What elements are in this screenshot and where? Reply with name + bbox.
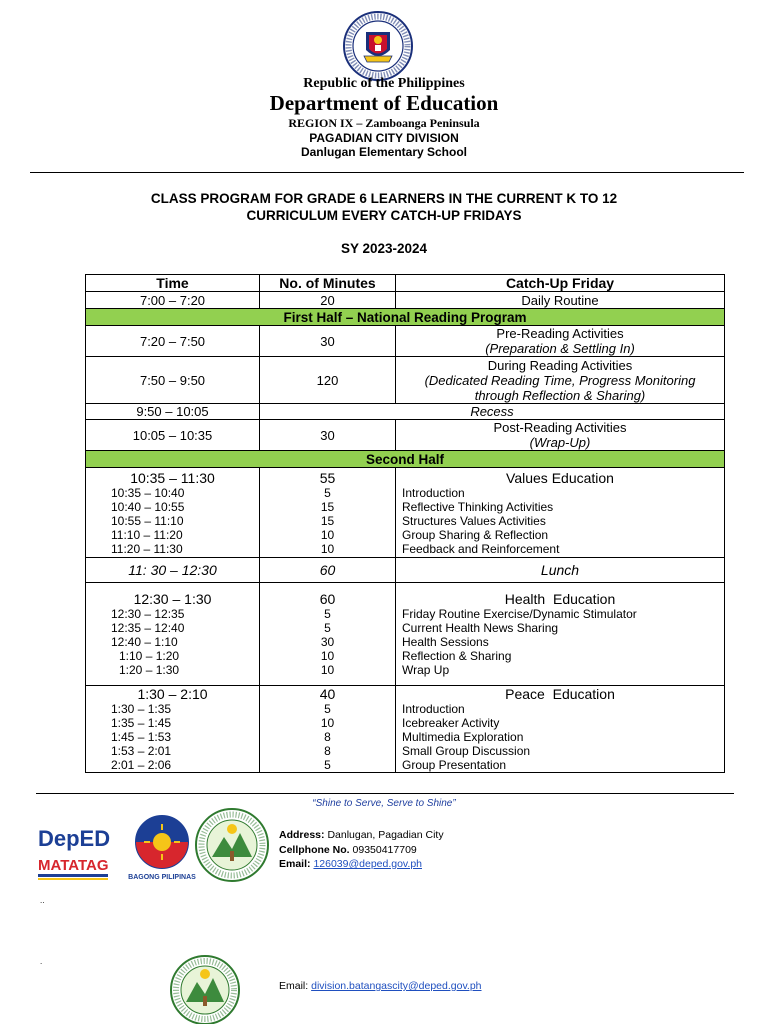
sub-time: 12:40 – 1:10	[111, 635, 178, 649]
table-row-health-education	[86, 583, 725, 686]
activity-cell	[396, 468, 725, 558]
minutes-cell	[260, 686, 396, 773]
block-time: 10:35 – 11:30	[130, 469, 215, 486]
block-time: 12:30 – 1:30	[133, 591, 212, 607]
sub-minutes: 5	[324, 607, 331, 621]
sub-activity: Health Sessions	[402, 635, 489, 649]
section-row-second-half	[86, 451, 725, 468]
deped-matatag-logo	[36, 822, 114, 884]
activity-cell	[396, 686, 725, 773]
table-row-peace-education	[86, 686, 725, 773]
activity-cell: Daily Routine	[396, 292, 725, 309]
sub-minutes: 10	[320, 527, 335, 542]
block-time: 1:30 – 2:10	[137, 686, 208, 702]
sub-minutes: 8	[324, 730, 331, 744]
school-heading: Danlugan Elementary School	[300, 145, 468, 159]
sub-activity: Structures Values Activities	[402, 513, 546, 528]
table-row	[86, 404, 725, 420]
school-motto: “Shine to Serve, Serve to Shine”	[312, 798, 456, 809]
minutes-cell: 20	[260, 292, 396, 309]
republic-heading: Republic of the Philippines	[303, 76, 465, 91]
bagong-pilipinas-text: BAGONG PILIPINAS	[128, 874, 196, 881]
sub-time: 12:35 – 12:40	[111, 621, 185, 635]
time-cell: 7:20 – 7:50	[86, 326, 260, 357]
sub-time: 10:35 – 10:40	[111, 485, 185, 500]
cellphone-label: Cellphone No.	[279, 844, 350, 856]
bagong-pilipinas-logo	[124, 812, 200, 884]
table-row	[86, 326, 725, 357]
table-row	[86, 357, 725, 404]
address-line	[279, 829, 444, 841]
class-program-table	[85, 274, 725, 773]
minutes-cell	[260, 468, 396, 558]
time-cell	[86, 468, 260, 558]
sub-minutes: 5	[324, 702, 331, 716]
deped-logo-text: DepED	[38, 826, 111, 851]
sub-activity: Current Health News Sharing	[402, 621, 559, 635]
sub-activity: Multimedia Exploration	[402, 730, 524, 744]
sub-time: 1:30 – 1:35	[111, 702, 172, 716]
sub-minutes: 5	[324, 485, 331, 500]
sub-minutes: 10	[320, 649, 335, 663]
sub-time: 1:10 – 1:20	[119, 649, 180, 663]
sub-time: 2:01 – 2:06	[111, 758, 172, 772]
sub-activity: Group Presentation	[402, 758, 507, 772]
sub-activity: Small Group Discussion	[402, 744, 531, 758]
sub-minutes: 10	[320, 541, 335, 556]
activity-label: During Reading Activities	[487, 357, 633, 373]
sub-activity: Feedback and Reinforcement	[402, 541, 560, 556]
sub-activity: Friday Routine Exercise/Dynamic Stimulator	[402, 607, 637, 621]
region-heading: REGION IX – Zamboanga Peninsula	[288, 116, 480, 130]
table-row	[86, 292, 725, 309]
cellphone-line	[279, 844, 417, 856]
division-email-link[interactable]: division.batangascity@deped.gov.ph	[311, 980, 482, 992]
minutes-cell: 30	[260, 420, 396, 451]
time-column-header: Time	[86, 275, 260, 292]
sub-time: 11:10 – 11:20	[111, 527, 183, 542]
minutes-cell: 120	[260, 357, 396, 404]
school-logo	[194, 807, 270, 883]
cellphone-value: 09350417709	[352, 844, 417, 856]
activity-cell: Lunch	[396, 558, 725, 583]
sub-time: 11:20 – 11:30	[111, 541, 183, 556]
block-activity: Peace Education	[505, 686, 615, 702]
time-cell: 7:50 – 9:50	[86, 357, 260, 404]
sub-time: 10:55 – 11:10	[111, 513, 184, 528]
document-title-line-2: CURRICULUM EVERY CATCH-UP FRIDAYS	[246, 208, 522, 223]
block-activity: Values Education	[506, 469, 614, 486]
division-heading: PAGADIAN CITY DIVISION	[309, 131, 459, 145]
sub-times	[86, 486, 259, 556]
header-divider	[30, 172, 744, 173]
time-cell	[86, 583, 260, 686]
sub-activity: Icebreaker Activity	[402, 716, 500, 730]
activity-label: Pre-Reading Activities	[496, 326, 624, 341]
address-value: Danlugan, Pagadian City	[327, 829, 444, 841]
activity-cell	[396, 583, 725, 686]
block-minutes: 55	[319, 469, 336, 486]
sub-minutes: 5	[324, 621, 331, 635]
activity-note: (Wrap-Up)	[529, 435, 591, 450]
document-title-line-1: CLASS PROGRAM FOR GRADE 6 LEARNERS IN THE CURRENT K TO 12	[150, 191, 618, 206]
time-cell: 7:00 – 7:20	[86, 292, 260, 309]
activity-note: through Reflection & Sharing)	[474, 387, 646, 403]
minutes-cell	[260, 583, 396, 686]
time-cell: 10:05 – 10:35	[86, 420, 260, 451]
section-label: Second Half	[86, 451, 725, 468]
sub-minutes: 15	[320, 513, 335, 528]
block-activity: Health Education	[504, 591, 616, 607]
sub-time: 10:40 – 10:55	[111, 499, 185, 514]
email-label: Email:	[279, 980, 309, 992]
sub-activity: Reflective Thinking Activities	[402, 499, 554, 514]
table-row	[86, 420, 725, 451]
sub-activity: Introduction	[402, 485, 465, 500]
division-email-line	[279, 980, 482, 992]
stray-mark: .	[40, 957, 43, 966]
sub-time: 1:20 – 1:30	[119, 663, 180, 677]
recess-cell: Recess	[260, 404, 725, 420]
activity-label: Post-Reading Activities	[493, 420, 627, 435]
minutes-column-header: No. of Minutes	[260, 275, 396, 292]
department-heading: Department of Education	[269, 91, 499, 115]
email-link[interactable]: 126039@deped.gov.ph	[313, 858, 422, 870]
sub-activity: Group Sharing & Reflection	[402, 527, 549, 542]
school-logo-bottom	[166, 952, 244, 1024]
sub-minutes: 8	[324, 744, 331, 758]
block-minutes: 60	[319, 591, 336, 607]
table-header-row	[86, 275, 725, 292]
sub-time: 1:45 – 1:53	[111, 730, 172, 744]
minutes-cell: 60	[260, 558, 396, 583]
block-minutes: 40	[319, 686, 336, 702]
time-cell	[86, 686, 260, 773]
section-label: First Half – National Reading Program	[86, 309, 725, 326]
sub-time: 12:30 – 12:35	[111, 607, 185, 621]
time-cell: 9:50 – 10:05	[86, 404, 260, 420]
sub-activity: Wrap Up	[402, 663, 450, 677]
activity-column-header: Catch-Up Friday	[396, 275, 725, 292]
footer-divider	[36, 793, 734, 794]
table-row-values-education	[86, 468, 725, 558]
time-cell: 11: 30 – 12:30	[86, 558, 260, 583]
sub-minutes: 10	[320, 663, 335, 677]
sub-minutes: 15	[320, 499, 335, 514]
sub-activity: Introduction	[402, 702, 465, 716]
address-label: Address:	[279, 829, 325, 841]
stray-mark: ..	[40, 896, 45, 905]
activity-cell	[396, 420, 725, 451]
sub-time: 1:53 – 2:01	[111, 744, 172, 758]
sub-minutes: 30	[320, 635, 335, 649]
activity-note: (Dedicated Reading Time, Progress Monitoring	[424, 372, 696, 388]
sub-minutes: 5	[324, 758, 331, 772]
sub-activity: Reflection & Sharing	[402, 649, 512, 663]
deped-seal-icon	[342, 10, 414, 82]
table-row-lunch	[86, 558, 725, 583]
sub-time: 1:35 – 1:45	[111, 716, 172, 730]
section-row-first-half	[86, 309, 725, 326]
email-line	[279, 858, 422, 870]
activity-note: (Preparation & Settling In)	[485, 341, 635, 356]
sub-minutes: 10	[320, 716, 335, 730]
activity-cell	[396, 326, 725, 357]
activity-cell	[396, 357, 725, 404]
matatag-logo-text: MATATAG	[38, 857, 109, 874]
school-year: SY 2023-2024	[340, 241, 428, 256]
email-label: Email:	[279, 858, 311, 870]
minutes-cell: 30	[260, 326, 396, 357]
